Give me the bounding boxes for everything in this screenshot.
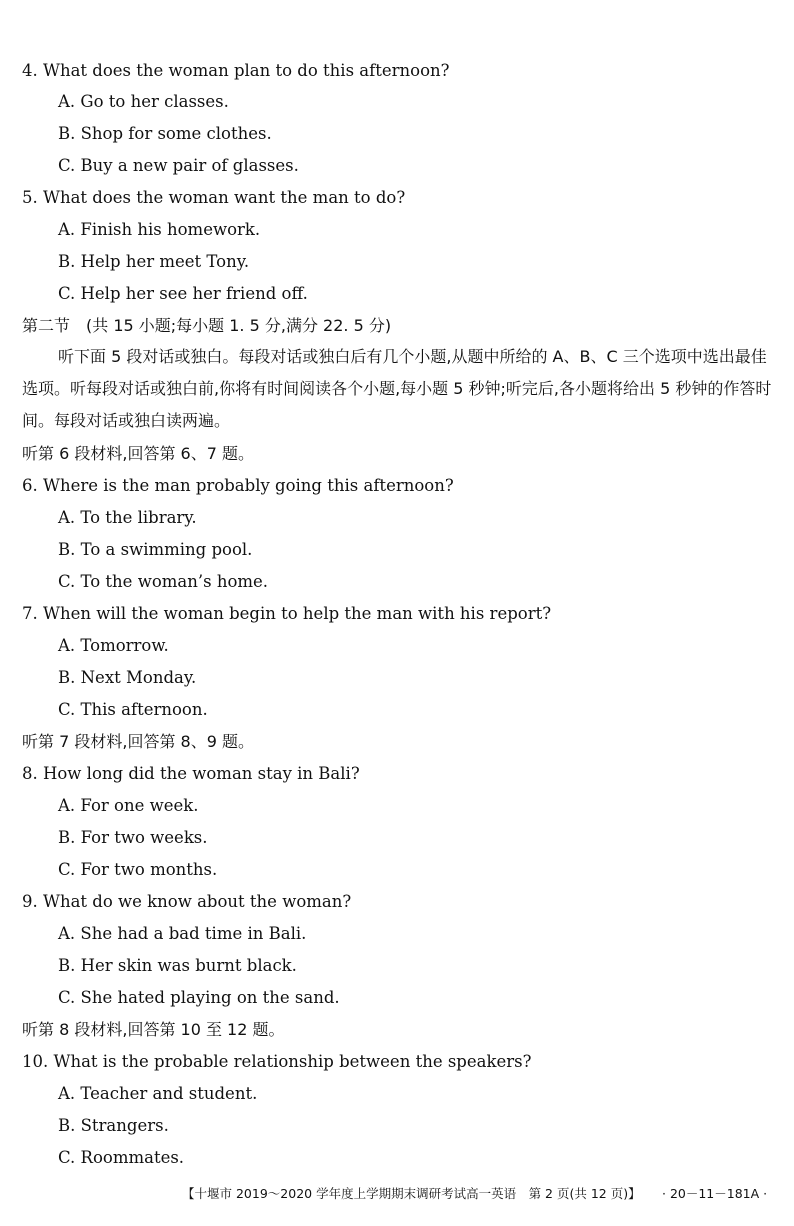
question-7-option-a: A. Tomorrow.	[58, 636, 169, 655]
question-9-option-a: A. She had a bad time in Bali.	[58, 924, 307, 943]
question-7-option-b: B. Next Monday.	[58, 668, 197, 687]
question-6-option-a: A. To the library.	[58, 508, 197, 527]
question-5-option-a: A. Finish his homework.	[58, 220, 261, 239]
question-7-option-c: C. This afternoon.	[58, 700, 208, 719]
question-6-option-b: B. To a swimming pool.	[58, 540, 253, 559]
question-9-stem: 9. What do we know about the woman?	[22, 892, 352, 911]
group-8-label: 听第 8 段材料,回答第 10 至 12 题。	[22, 1020, 285, 1039]
question-4-option-c: C. Buy a new pair of glasses.	[58, 156, 299, 175]
question-8-stem: 8. How long did the woman stay in Bali?	[22, 764, 360, 783]
section-heading: 第二节 (共 15 小题;每小题 1. 5 分,满分 22. 5 分)	[22, 316, 392, 335]
question-5-option-b: B. Help her meet Tony.	[58, 252, 250, 271]
question-8-option-b: B. For two weeks.	[58, 828, 208, 847]
question-9-option-b: B. Her skin was burnt black.	[58, 956, 297, 975]
group-7-label: 听第 7 段材料,回答第 8、9 题。	[22, 732, 254, 751]
question-5-stem: 5. What does the woman want the man to do?	[22, 188, 406, 207]
group-6-label: 听第 6 段材料,回答第 6、7 题。	[22, 444, 254, 463]
question-6-option-c: C. To the woman’s home.	[58, 572, 269, 591]
question-5-option-c: C. Help her see her friend off.	[58, 284, 308, 303]
question-10-stem: 10. What is the probable relationship between the speakers?	[22, 1052, 532, 1071]
footer-code: · 20－11－181A ·	[662, 1186, 768, 1201]
question-10-option-a: A. Teacher and student.	[58, 1084, 258, 1103]
question-10-option-c: C. Roommates.	[58, 1148, 185, 1167]
question-8-option-a: A. For one week.	[58, 796, 199, 815]
question-6-stem: 6. Where is the man probably going this afternoon?	[22, 476, 454, 495]
question-4-option-a: A. Go to her classes.	[58, 92, 229, 111]
page-footer	[0, 1182, 794, 1204]
question-4-option-b: B. Shop for some clothes.	[58, 124, 272, 143]
section-instructions: 听下面 5 段对话或独白。每段对话或独白后有几个小题,从题中所给的 A、B、C 三个选项中选出最佳选项。听每段对话或独白前,你将有时间阅读各个小题,每小题 5 秒钟;听完后,各小题将给出 5 秒钟的作答时间。每段对话或独白读两遍。	[22, 347, 772, 430]
question-10-option-b: B. Strangers.	[58, 1116, 169, 1135]
question-8-option-c: C. For two months.	[58, 860, 218, 879]
question-9-option-c: C. She hated playing on the sand.	[58, 988, 340, 1007]
footer-exam-info: 【十堰市 2019～2020 学年度上学期期末调研考试高一英语 第 2 页(共 12 页)】	[182, 1186, 641, 1201]
question-4-stem: 4. What does the woman plan to do this afternoon?	[22, 61, 450, 80]
question-7-stem: 7. When will the woman begin to help the man with his report?	[22, 604, 552, 623]
